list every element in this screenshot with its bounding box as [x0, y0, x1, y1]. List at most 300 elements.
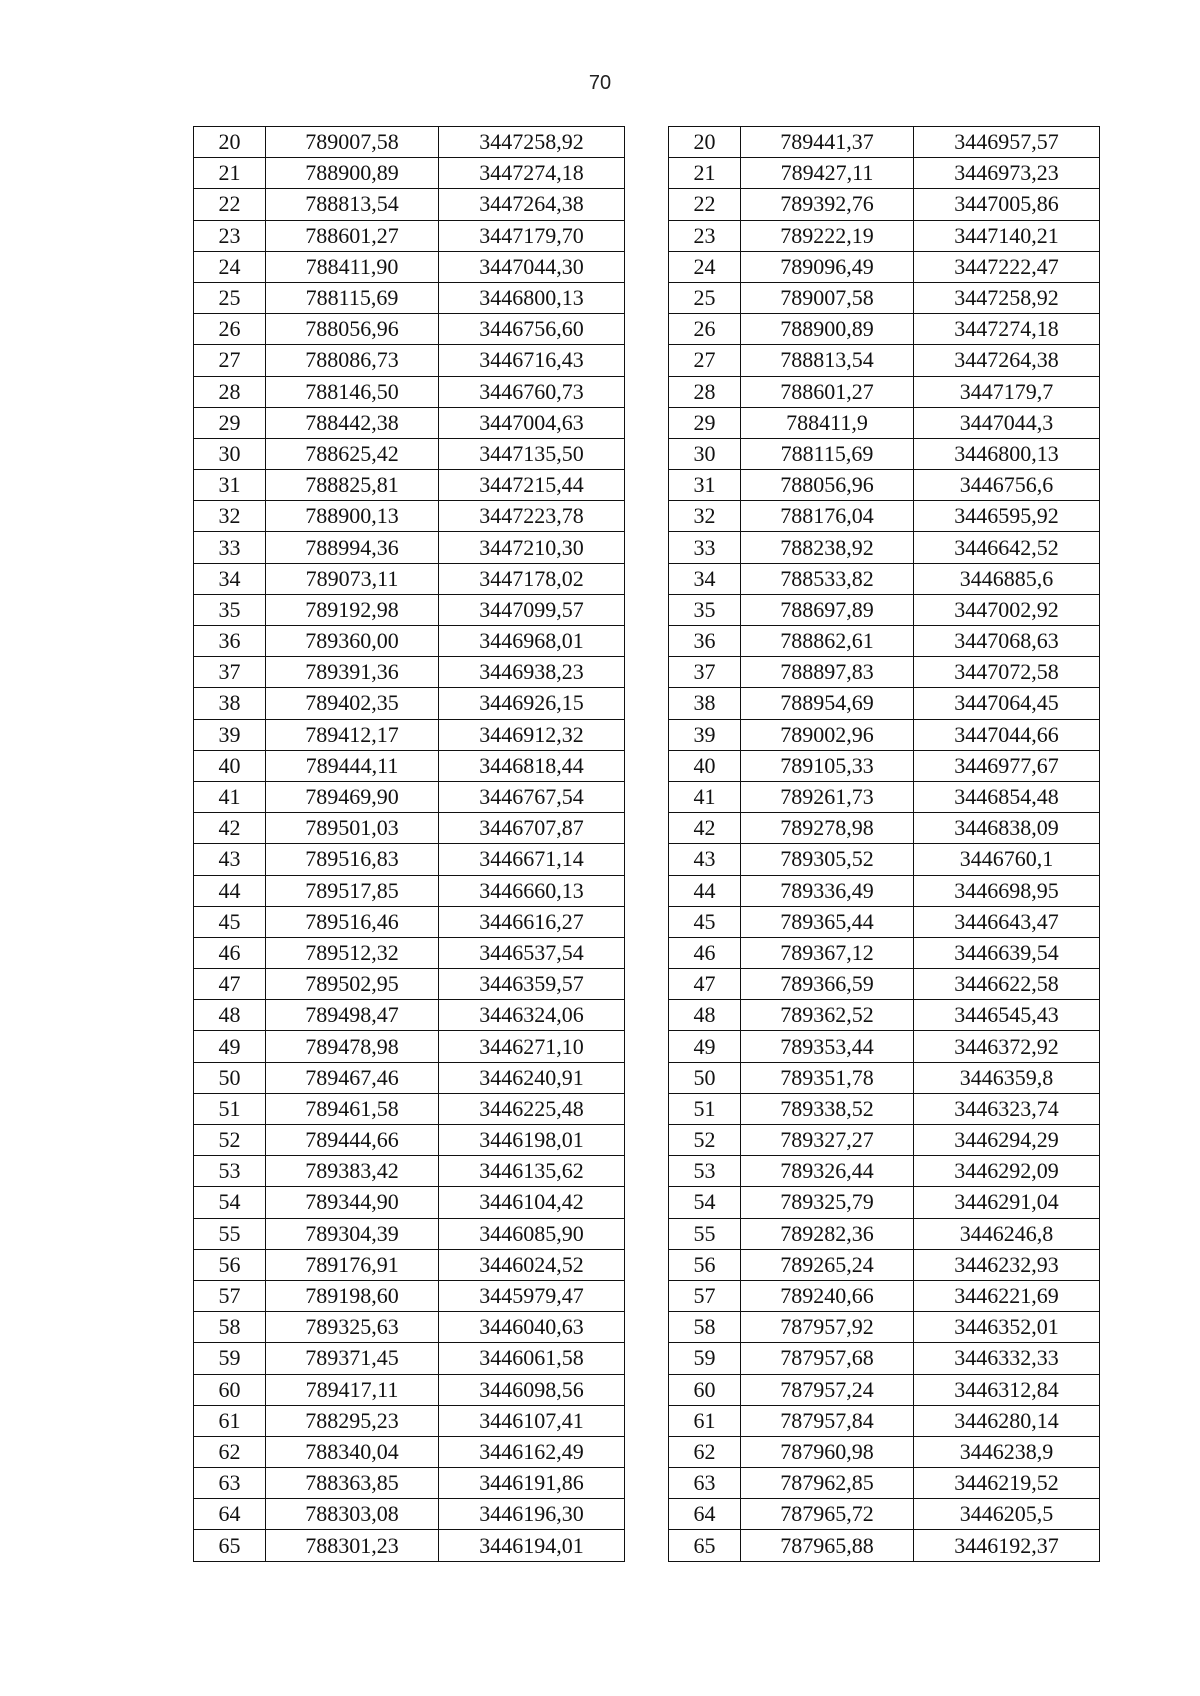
left-coord-y: 3447264,38 — [439, 189, 625, 220]
right-point-number: 64 — [669, 1499, 741, 1530]
left-coord-x: 789501,03 — [266, 813, 439, 844]
table-row — [194, 937, 1100, 968]
right-point-number: 30 — [669, 438, 741, 469]
left-coord-y: 3446107,41 — [439, 1405, 625, 1436]
column-gap — [625, 376, 669, 407]
table-row — [194, 1374, 1100, 1405]
table-row — [194, 969, 1100, 1000]
left-coord-y: 3446324,06 — [439, 1000, 625, 1031]
page-number: 70 — [588, 72, 612, 94]
right-point-number: 53 — [669, 1156, 741, 1187]
left-point-number: 37 — [194, 657, 266, 688]
table-row — [194, 813, 1100, 844]
left-point-number: 44 — [194, 875, 266, 906]
left-coord-x: 788625,42 — [266, 438, 439, 469]
left-point-number: 41 — [194, 781, 266, 812]
table-row — [194, 345, 1100, 376]
right-coord-y: 3447222,47 — [914, 251, 1100, 282]
left-point-number: 20 — [194, 127, 266, 158]
left-coord-x: 788442,38 — [266, 407, 439, 438]
left-coord-y: 3446024,52 — [439, 1249, 625, 1280]
column-gap — [625, 937, 669, 968]
right-coord-y: 3446221,69 — [914, 1280, 1100, 1311]
column-gap — [625, 1093, 669, 1124]
left-coord-x: 789192,98 — [266, 594, 439, 625]
left-point-number: 60 — [194, 1374, 266, 1405]
right-point-number: 41 — [669, 781, 741, 812]
right-coord-y: 3446800,13 — [914, 438, 1100, 469]
right-coord-y: 3446312,84 — [914, 1374, 1100, 1405]
right-point-number: 65 — [669, 1530, 741, 1561]
right-coord-x: 788411,9 — [741, 407, 914, 438]
right-coord-x: 788900,89 — [741, 314, 914, 345]
right-coord-y: 3447068,63 — [914, 626, 1100, 657]
column-gap — [625, 251, 669, 282]
right-coord-y: 3447140,21 — [914, 220, 1100, 251]
right-coord-x: 789007,58 — [741, 282, 914, 313]
table-row — [194, 1343, 1100, 1374]
right-coord-y: 3446292,09 — [914, 1156, 1100, 1187]
left-point-number: 34 — [194, 563, 266, 594]
left-coord-y: 3446359,57 — [439, 969, 625, 1000]
left-coord-y: 3446767,54 — [439, 781, 625, 812]
left-coord-y: 3446085,90 — [439, 1218, 625, 1249]
right-coord-y: 3446838,09 — [914, 813, 1100, 844]
left-coord-y: 3446912,32 — [439, 719, 625, 750]
right-coord-x: 787957,68 — [741, 1343, 914, 1374]
right-coord-y: 3447005,86 — [914, 189, 1100, 220]
column-gap — [625, 1499, 669, 1530]
table-row — [194, 1280, 1100, 1311]
table-row — [194, 626, 1100, 657]
left-coord-x: 789517,85 — [266, 875, 439, 906]
left-coord-x: 788601,27 — [266, 220, 439, 251]
column-gap — [625, 158, 669, 189]
left-coord-y: 3446716,43 — [439, 345, 625, 376]
left-point-number: 57 — [194, 1280, 266, 1311]
column-gap — [625, 563, 669, 594]
table-row — [194, 1468, 1100, 1499]
left-coord-x: 789417,11 — [266, 1374, 439, 1405]
left-coord-x: 788303,08 — [266, 1499, 439, 1530]
left-coord-y: 3446194,01 — [439, 1530, 625, 1561]
left-point-number: 24 — [194, 251, 266, 282]
column-gap — [625, 314, 669, 345]
left-point-number: 48 — [194, 1000, 266, 1031]
column-gap — [625, 594, 669, 625]
right-point-number: 61 — [669, 1405, 741, 1436]
left-coord-x: 789371,45 — [266, 1343, 439, 1374]
right-point-number: 32 — [669, 501, 741, 532]
right-coord-x: 788813,54 — [741, 345, 914, 376]
left-point-number: 35 — [194, 594, 266, 625]
table-row — [194, 1031, 1100, 1062]
left-coord-y: 3446225,48 — [439, 1093, 625, 1124]
right-coord-x: 788176,04 — [741, 501, 914, 532]
right-coord-x: 788115,69 — [741, 438, 914, 469]
left-coord-x: 789516,83 — [266, 844, 439, 875]
left-coord-y: 3446240,91 — [439, 1062, 625, 1093]
table-row — [194, 844, 1100, 875]
column-gap — [625, 1405, 669, 1436]
right-coord-x: 787960,98 — [741, 1436, 914, 1467]
right-coord-x: 789278,98 — [741, 813, 914, 844]
right-point-number: 58 — [669, 1312, 741, 1343]
right-coord-y: 3446352,01 — [914, 1312, 1100, 1343]
left-point-number: 29 — [194, 407, 266, 438]
right-point-number: 55 — [669, 1218, 741, 1249]
right-point-number: 20 — [669, 127, 741, 158]
column-gap — [625, 220, 669, 251]
right-coord-x: 787957,92 — [741, 1312, 914, 1343]
table-row — [194, 1405, 1100, 1436]
right-coord-y: 3446294,29 — [914, 1125, 1100, 1156]
left-coord-y: 3446938,23 — [439, 657, 625, 688]
left-coord-x: 789360,00 — [266, 626, 439, 657]
table-row — [194, 158, 1100, 189]
coordinates-table — [193, 126, 1100, 1562]
right-coord-y: 3446323,74 — [914, 1093, 1100, 1124]
left-point-number: 40 — [194, 750, 266, 781]
right-coord-y: 3446595,92 — [914, 501, 1100, 532]
left-point-number: 36 — [194, 626, 266, 657]
column-gap — [625, 407, 669, 438]
table-row — [194, 594, 1100, 625]
left-point-number: 63 — [194, 1468, 266, 1499]
left-coord-x: 789444,11 — [266, 750, 439, 781]
column-gap — [625, 127, 669, 158]
left-point-number: 30 — [194, 438, 266, 469]
right-point-number: 37 — [669, 657, 741, 688]
left-point-number: 39 — [194, 719, 266, 750]
right-coord-y: 3447044,66 — [914, 719, 1100, 750]
right-coord-y: 3446205,5 — [914, 1499, 1100, 1530]
left-point-number: 22 — [194, 189, 266, 220]
left-coord-y: 3446616,27 — [439, 906, 625, 937]
column-gap — [625, 969, 669, 1000]
table-row — [194, 1000, 1100, 1031]
right-point-number: 35 — [669, 594, 741, 625]
column-gap — [625, 813, 669, 844]
right-coord-x: 789265,24 — [741, 1249, 914, 1280]
table-row — [194, 532, 1100, 563]
table-row — [194, 719, 1100, 750]
left-point-number: 43 — [194, 844, 266, 875]
right-coord-y: 3446359,8 — [914, 1062, 1100, 1093]
table-row — [194, 220, 1100, 251]
table-row — [194, 314, 1100, 345]
right-coord-x: 789240,66 — [741, 1280, 914, 1311]
right-coord-x: 789365,44 — [741, 906, 914, 937]
left-coord-x: 789412,17 — [266, 719, 439, 750]
left-coord-x: 788295,23 — [266, 1405, 439, 1436]
left-coord-x: 788086,73 — [266, 345, 439, 376]
right-point-number: 29 — [669, 407, 741, 438]
left-coord-x: 788363,85 — [266, 1468, 439, 1499]
left-coord-x: 789007,58 — [266, 127, 439, 158]
right-point-number: 21 — [669, 158, 741, 189]
right-coord-y: 3447064,45 — [914, 688, 1100, 719]
left-coord-y: 3446040,63 — [439, 1312, 625, 1343]
left-point-number: 46 — [194, 937, 266, 968]
right-point-number: 49 — [669, 1031, 741, 1062]
left-point-number: 56 — [194, 1249, 266, 1280]
right-coord-y: 3446642,52 — [914, 532, 1100, 563]
left-point-number: 28 — [194, 376, 266, 407]
left-point-number: 51 — [194, 1093, 266, 1124]
left-coord-y: 3447178,02 — [439, 563, 625, 594]
right-point-number: 27 — [669, 345, 741, 376]
left-point-number: 58 — [194, 1312, 266, 1343]
right-coord-y: 3447264,38 — [914, 345, 1100, 376]
right-coord-x: 789096,49 — [741, 251, 914, 282]
right-coord-y: 3446622,58 — [914, 969, 1100, 1000]
right-coord-x: 789326,44 — [741, 1156, 914, 1187]
left-coord-y: 3446818,44 — [439, 750, 625, 781]
table-row — [194, 781, 1100, 812]
left-coord-y: 3446537,54 — [439, 937, 625, 968]
right-point-number: 51 — [669, 1093, 741, 1124]
table-row — [194, 1499, 1100, 1530]
left-coord-y: 3447044,30 — [439, 251, 625, 282]
right-point-number: 26 — [669, 314, 741, 345]
left-coord-y: 3447099,57 — [439, 594, 625, 625]
right-point-number: 31 — [669, 470, 741, 501]
left-coord-y: 3446671,14 — [439, 844, 625, 875]
column-gap — [625, 781, 669, 812]
column-gap — [625, 1156, 669, 1187]
column-gap — [625, 750, 669, 781]
right-coord-y: 3447258,92 — [914, 282, 1100, 313]
table-row — [194, 1062, 1100, 1093]
table-row — [194, 407, 1100, 438]
table-row — [194, 251, 1100, 282]
right-coord-x: 789261,73 — [741, 781, 914, 812]
right-point-number: 34 — [669, 563, 741, 594]
left-point-number: 49 — [194, 1031, 266, 1062]
column-gap — [625, 1374, 669, 1405]
left-coord-y: 3446135,62 — [439, 1156, 625, 1187]
left-point-number: 55 — [194, 1218, 266, 1249]
right-coord-y: 3446854,48 — [914, 781, 1100, 812]
right-point-number: 44 — [669, 875, 741, 906]
column-gap — [625, 189, 669, 220]
right-coord-x: 789353,44 — [741, 1031, 914, 1062]
right-coord-y: 3446332,33 — [914, 1343, 1100, 1374]
table-row — [194, 1436, 1100, 1467]
table-row — [194, 1093, 1100, 1124]
left-coord-x: 789304,39 — [266, 1218, 439, 1249]
right-coord-x: 789222,19 — [741, 220, 914, 251]
right-coord-x: 789305,52 — [741, 844, 914, 875]
right-coord-x: 789392,76 — [741, 189, 914, 220]
left-coord-y: 3446104,42 — [439, 1187, 625, 1218]
left-point-number: 59 — [194, 1343, 266, 1374]
table-row — [194, 563, 1100, 594]
left-point-number: 47 — [194, 969, 266, 1000]
table-row — [194, 438, 1100, 469]
table-row — [194, 127, 1100, 158]
right-coord-y: 3446246,8 — [914, 1218, 1100, 1249]
column-gap — [625, 844, 669, 875]
column-gap — [625, 688, 669, 719]
column-gap — [625, 470, 669, 501]
right-coord-y: 3446232,93 — [914, 1249, 1100, 1280]
right-coord-x: 789351,78 — [741, 1062, 914, 1093]
left-coord-x: 789383,42 — [266, 1156, 439, 1187]
left-coord-y: 3446760,73 — [439, 376, 625, 407]
left-coord-x: 788301,23 — [266, 1530, 439, 1561]
left-coord-x: 788340,04 — [266, 1436, 439, 1467]
left-coord-x: 789176,91 — [266, 1249, 439, 1280]
column-gap — [625, 906, 669, 937]
right-coord-y: 3446219,52 — [914, 1468, 1100, 1499]
column-gap — [625, 532, 669, 563]
column-gap — [625, 626, 669, 657]
table-row — [194, 470, 1100, 501]
table-row — [194, 1312, 1100, 1343]
left-coord-x: 789344,90 — [266, 1187, 439, 1218]
left-coord-x: 789073,11 — [266, 563, 439, 594]
right-point-number: 54 — [669, 1187, 741, 1218]
right-coord-x: 788862,61 — [741, 626, 914, 657]
left-point-number: 50 — [194, 1062, 266, 1093]
table-row — [194, 501, 1100, 532]
left-coord-x: 789498,47 — [266, 1000, 439, 1031]
column-gap — [625, 1125, 669, 1156]
column-gap — [625, 1062, 669, 1093]
left-coord-y: 3447179,70 — [439, 220, 625, 251]
left-coord-y: 3446707,87 — [439, 813, 625, 844]
table-row — [194, 688, 1100, 719]
column-gap — [625, 1343, 669, 1374]
left-coord-x: 789512,32 — [266, 937, 439, 968]
right-point-number: 45 — [669, 906, 741, 937]
right-coord-x: 789367,12 — [741, 937, 914, 968]
right-coord-y: 3446698,95 — [914, 875, 1100, 906]
left-coord-x: 789325,63 — [266, 1312, 439, 1343]
right-coord-x: 789325,79 — [741, 1187, 914, 1218]
left-coord-y: 3447215,44 — [439, 470, 625, 501]
right-coord-x: 789282,36 — [741, 1218, 914, 1249]
coordinates-table-body — [194, 127, 1100, 1562]
left-coord-y: 3447210,30 — [439, 532, 625, 563]
left-coord-x: 789478,98 — [266, 1031, 439, 1062]
left-coord-x: 789402,35 — [266, 688, 439, 719]
left-coord-x: 789198,60 — [266, 1280, 439, 1311]
table-row — [194, 1156, 1100, 1187]
right-coord-y: 3447179,7 — [914, 376, 1100, 407]
right-coord-x: 789002,96 — [741, 719, 914, 750]
right-coord-x: 789362,52 — [741, 1000, 914, 1031]
right-point-number: 60 — [669, 1374, 741, 1405]
left-point-number: 23 — [194, 220, 266, 251]
left-coord-y: 3446968,01 — [439, 626, 625, 657]
column-gap — [625, 719, 669, 750]
column-gap — [625, 1031, 669, 1062]
right-coord-y: 3447072,58 — [914, 657, 1100, 688]
table-row — [194, 657, 1100, 688]
right-coord-x: 789327,27 — [741, 1125, 914, 1156]
right-coord-y: 3446760,1 — [914, 844, 1100, 875]
left-coord-x: 788056,96 — [266, 314, 439, 345]
left-coord-x: 788900,13 — [266, 501, 439, 532]
left-coord-y: 3446926,15 — [439, 688, 625, 719]
right-coord-x: 788897,83 — [741, 657, 914, 688]
left-point-number: 27 — [194, 345, 266, 376]
right-point-number: 56 — [669, 1249, 741, 1280]
left-point-number: 26 — [194, 314, 266, 345]
left-point-number: 38 — [194, 688, 266, 719]
left-coord-y: 3446756,60 — [439, 314, 625, 345]
column-gap — [625, 1468, 669, 1499]
right-coord-x: 789338,52 — [741, 1093, 914, 1124]
coordinates-table-container — [193, 126, 1099, 1562]
right-coord-x: 788954,69 — [741, 688, 914, 719]
right-point-number: 50 — [669, 1062, 741, 1093]
right-coord-x: 788601,27 — [741, 376, 914, 407]
column-gap — [625, 1280, 669, 1311]
left-coord-x: 789467,46 — [266, 1062, 439, 1093]
right-coord-y: 3446885,6 — [914, 563, 1100, 594]
right-point-number: 28 — [669, 376, 741, 407]
left-coord-y: 3446800,13 — [439, 282, 625, 313]
table-row — [194, 1249, 1100, 1280]
right-point-number: 47 — [669, 969, 741, 1000]
right-coord-y: 3446639,54 — [914, 937, 1100, 968]
table-row — [194, 1530, 1100, 1561]
right-coord-x: 787957,24 — [741, 1374, 914, 1405]
left-point-number: 31 — [194, 470, 266, 501]
right-coord-x: 788056,96 — [741, 470, 914, 501]
column-gap — [625, 657, 669, 688]
right-coord-x: 788697,89 — [741, 594, 914, 625]
right-coord-y: 3446957,57 — [914, 127, 1100, 158]
column-gap — [625, 1218, 669, 1249]
table-row — [194, 1218, 1100, 1249]
right-point-number: 52 — [669, 1125, 741, 1156]
right-coord-x: 789366,59 — [741, 969, 914, 1000]
left-point-number: 62 — [194, 1436, 266, 1467]
column-gap — [625, 1000, 669, 1031]
right-coord-x: 789427,11 — [741, 158, 914, 189]
right-coord-y: 3446192,37 — [914, 1530, 1100, 1561]
right-point-number: 39 — [669, 719, 741, 750]
left-coord-x: 789444,66 — [266, 1125, 439, 1156]
right-point-number: 57 — [669, 1280, 741, 1311]
right-coord-x: 787962,85 — [741, 1468, 914, 1499]
left-coord-y: 3446196,30 — [439, 1499, 625, 1530]
table-row — [194, 1187, 1100, 1218]
right-coord-y: 3447002,92 — [914, 594, 1100, 625]
column-gap — [625, 501, 669, 532]
right-point-number: 36 — [669, 626, 741, 657]
left-point-number: 21 — [194, 158, 266, 189]
column-gap — [625, 345, 669, 376]
left-coord-y: 3447004,63 — [439, 407, 625, 438]
right-point-number: 62 — [669, 1436, 741, 1467]
right-coord-x: 789441,37 — [741, 127, 914, 158]
left-coord-x: 788411,90 — [266, 251, 439, 282]
left-coord-x: 788900,89 — [266, 158, 439, 189]
right-coord-x: 787965,72 — [741, 1499, 914, 1530]
right-coord-x: 789336,49 — [741, 875, 914, 906]
right-point-number: 24 — [669, 251, 741, 282]
right-point-number: 42 — [669, 813, 741, 844]
right-point-number: 38 — [669, 688, 741, 719]
left-coord-x: 788146,50 — [266, 376, 439, 407]
column-gap — [625, 875, 669, 906]
